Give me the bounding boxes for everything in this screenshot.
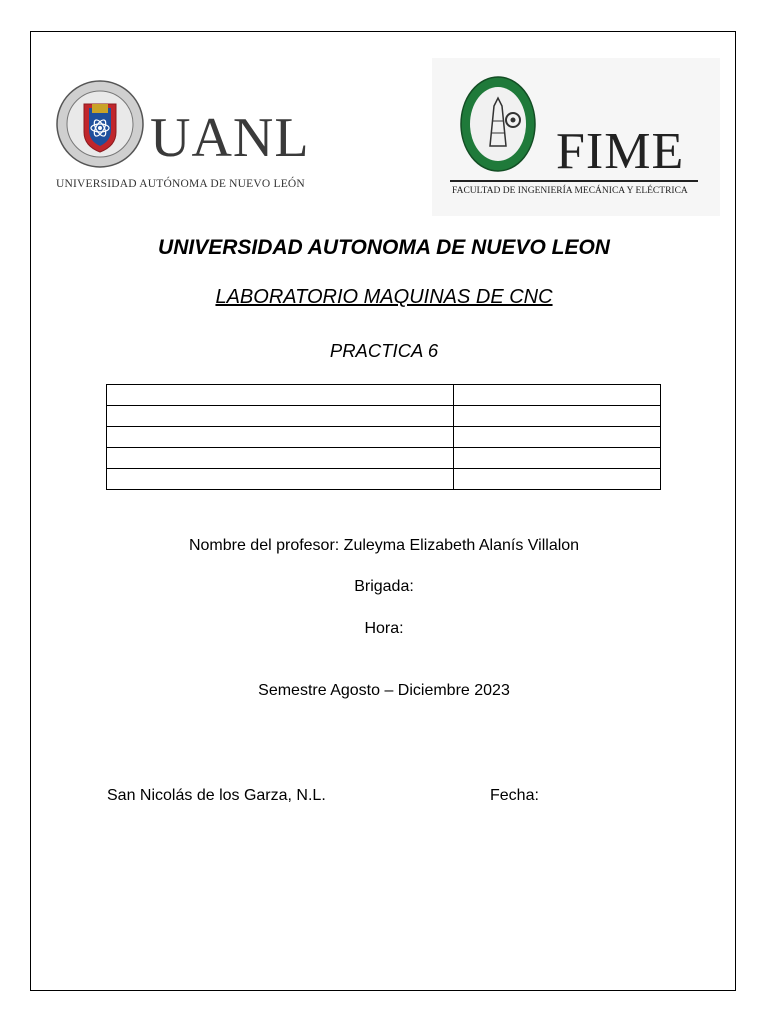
uanl-subtitle: UNIVERSIDAD AUTÓNOMA DE NUEVO LEÓN (56, 178, 305, 190)
table-cell (454, 448, 661, 469)
date-label: Fecha: (490, 787, 539, 804)
place-text: San Nicolás de los Garza, N.L. (107, 787, 326, 804)
table-row (107, 406, 661, 427)
fime-subtitle: FACULTAD DE INGENIERÍA MECÁNICA Y ELÉCTRICA (452, 186, 688, 196)
table-cell (107, 427, 454, 448)
hour-line: Hora: (364, 620, 404, 637)
table-row (107, 448, 661, 469)
fime-divider (450, 180, 698, 182)
table-cell (107, 448, 454, 469)
table-cell (107, 406, 454, 427)
table-row (107, 469, 661, 490)
table-row (107, 427, 661, 448)
table-cell (107, 469, 454, 490)
university-title: UNIVERSIDAD AUTONOMA DE NUEVO LEON (158, 236, 610, 259)
semester-line: Semestre Agosto – Diciembre 2023 (258, 682, 510, 699)
laboratory-title: LABORATORIO MAQUINAS DE CNC (215, 286, 553, 308)
uanl-wordmark: UANL (150, 107, 310, 169)
fime-logo (432, 58, 720, 216)
practice-title: PRACTICA 6 (329, 340, 439, 361)
table-cell (107, 385, 454, 406)
brigade-line: Brigada: (354, 578, 414, 595)
professor-line: Nombre del profesor: Zuleyma Elizabeth Alanís Villalon (188, 537, 580, 554)
uanl-seal-icon (56, 80, 144, 168)
table-cell (454, 385, 661, 406)
uanl-logo (56, 80, 316, 195)
table-cell (454, 469, 661, 490)
table-cell (454, 406, 661, 427)
student-table (106, 384, 661, 490)
table-row (107, 385, 661, 406)
fime-seal-icon (460, 76, 536, 172)
table-cell (454, 427, 661, 448)
fime-wordmark: FIME (556, 123, 685, 180)
